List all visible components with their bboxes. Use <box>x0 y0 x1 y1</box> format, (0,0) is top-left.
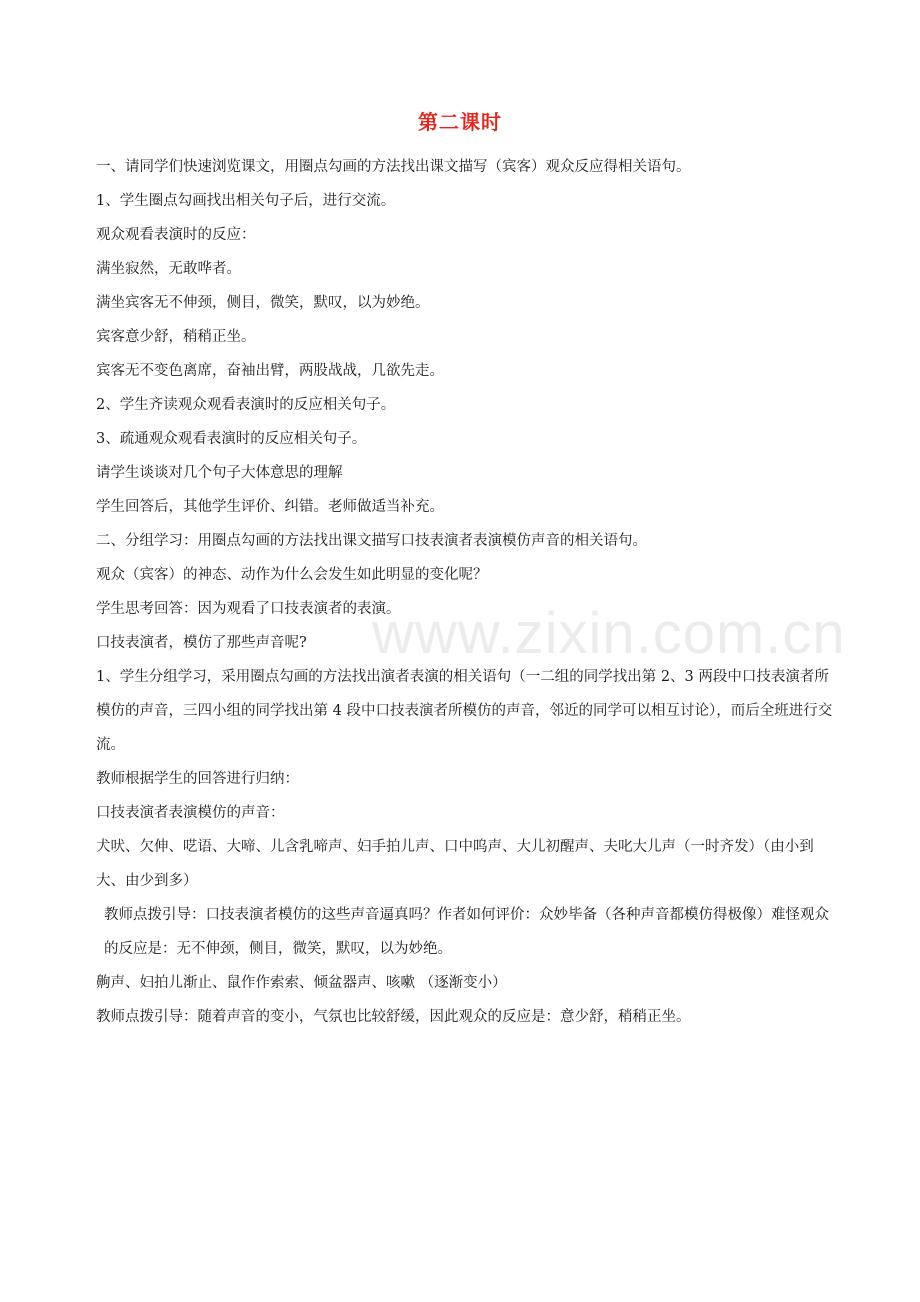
paragraph-2: 1、学生圈点勾画找出相关句子后，进行交流。 <box>96 193 396 209</box>
paragraph-5: 满坐宾客无不伸颈，侧目，微笑，默叹，以为妙绝。 <box>96 295 430 311</box>
watermark-text: www.zixin.com.cn <box>372 601 846 666</box>
paragraph-22: 教师点拨引导：随着声音的变小，气氛也比较舒缓，因此观众的反应是：意少舒，稍稍正坐。 <box>96 1009 691 1025</box>
paragraph-15: 口技表演者，模仿了那些声音呢? <box>96 635 307 651</box>
paragraph-17: 教师根据学生的回答进行归纳： <box>96 771 299 787</box>
paragraph-19: 犬吠、欠伸、呓语、大啼、儿含乳啼声、妇手拍儿声、口中呜声、大儿初醒声、夫叱大儿声（一时齐发）（由小到大、由少到多） <box>96 839 814 889</box>
paragraph-7: 宾客无不变色离席，奋袖出臂，两股战战，几欲先走。 <box>96 363 444 379</box>
document-title: 第二课时 <box>418 110 502 134</box>
paragraph-14: 学生思考回答：因为观看了口技表演者的表演。 <box>96 601 401 617</box>
paragraph-8: 2、学生齐读观众观看表演时的反应相关句子。 <box>96 397 396 413</box>
paragraph-4: 满坐寂然，无敢哗者。 <box>96 261 241 277</box>
paragraph-18: 口技表演者表演模仿的声音： <box>96 805 285 821</box>
paragraph-16: 1、学生分组学习，采用圈点勾画的方法找出演者表演的相关语句（一二组的同学找出第 2、3 两段中口技表演者所模仿的声音，三四小组的同学找出第 4 段中口技表演者所模仿的声音，邻近的同学可以相互讨论），而后全班进行交流。 <box>96 669 833 753</box>
paragraph-3: 观众观看表演时的反应： <box>96 227 256 243</box>
paragraph-10: 请学生谈谈对几个句子大体意思的理解 <box>96 465 343 481</box>
paragraph-11: 学生回答后，其他学生评价、纠错。老师做适当补充。 <box>96 499 444 515</box>
paragraph-9: 3、疏通观众观看表演时的反应相关句子。 <box>96 431 367 447</box>
paragraph-1: 一、请同学们快速浏览课文，用圈点勾画的方法找出课文描写（宾客）观众反应得相关语句。 <box>96 159 691 175</box>
paragraph-13: 观众（宾客）的神态、动作为什么会发生如此明显的变化呢？ <box>96 567 488 583</box>
document-body <box>96 150 836 1034</box>
paragraph-12: 二、分组学习：用圈点勾画的方法找出课文描写口技表演者表演模仿声音的相关语句。 <box>96 533 647 549</box>
paragraph-20: 教师点拨引导：口技表演者模仿的这些声音逼真吗？作者如何评价：众妙毕备（各种声音都模仿得极像）难怪观众的反应是：无不伸颈，侧目，微笑，默叹，以为妙绝。 <box>104 907 829 957</box>
paragraph-21: 齁声、妇拍儿渐止、鼠作作索索、倾盆器声、咳嗽 （逐渐变小） <box>96 975 507 991</box>
paragraph-6: 宾客意少舒，稍稍正坐。 <box>96 329 256 345</box>
